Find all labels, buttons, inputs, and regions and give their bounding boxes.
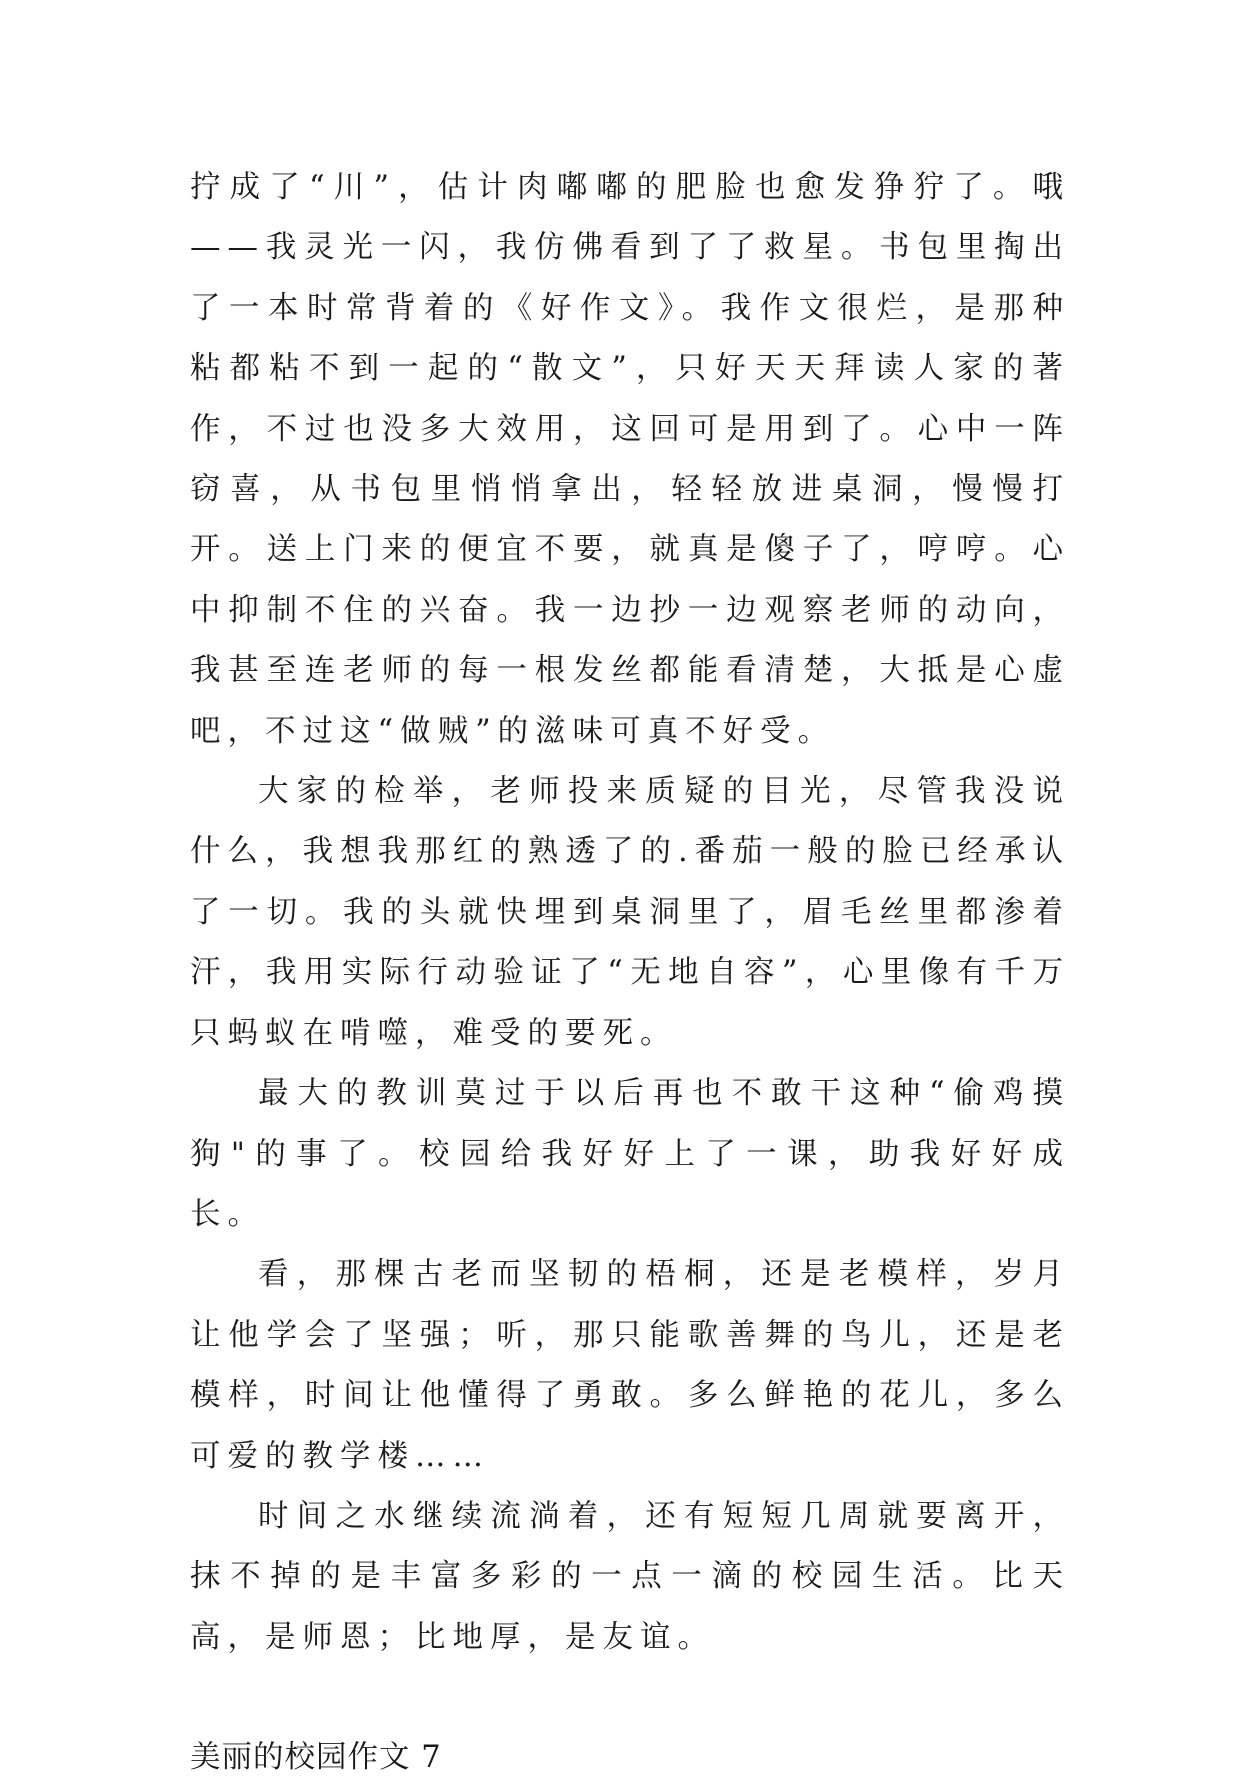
- section-gap: [190, 1668, 1070, 1728]
- paragraph-3: 最大的教训莫过于以后再也不敢干这种“偷鸡摸狗"的事了。校园给我好好上了一课，助我好好成长。: [190, 1076, 1070, 1232]
- paragraph-2: 大家的检举，老师投来质疑的目光，尽管我没说什么，我想我那红的熟透了的.番茄一般的脸已经承认了一切。我的头就快埋到桌洞里了，眉毛丝里都渗着汗，我用实际行动验证了“无地自容”，心里像有千万只蚂蚁在啃噬，难受的要死。: [190, 774, 1070, 1051]
- paragraph-1: 拧成了“川”，估计肉嘟嘟的肥脸也愈发狰狞了。哦——我灵光一闪，我仿佛看到了了救星。书包里掏出了一本时常背着的《好作文》。我作文很烂，是那种粘都粘不到一起的“散文”，只好天天拜读人家的著作，不过也没多大效用，这回可是用到了。心中一阵窃喜，从书包里悄悄拿出，轻轻放进桌洞，慢慢打开。送上门来的便宜不要，就真是傻子了，哼哼。心中抑制不住的兴奋。我一边抄一边观察老师的动向，我甚至连老师的每一根发丝都能看清楚，大抵是心虚吧，不过这“做贼”的滋味可真不好受。: [190, 170, 1070, 749]
- document-page: [190, 158, 1070, 1788]
- paragraph-4: 看，那棵古老而坚韧的梧桐，还是老模样，岁月让他学会了坚强；听，那只能歌善舞的鸟儿，还是老模样，时间让他懂得了勇敢。多么鲜艳的花儿，多么可爱的教学楼……: [190, 1257, 1070, 1474]
- section-heading: 美丽的校园作文 7: [190, 1740, 442, 1776]
- paragraph-5: 时间之水继续流淌着，还有短短几周就要离开，抹不掉的是丰富多彩的一点一滴的校园生活。比天高，是师恩；比地厚，是友谊。: [190, 1498, 1070, 1655]
